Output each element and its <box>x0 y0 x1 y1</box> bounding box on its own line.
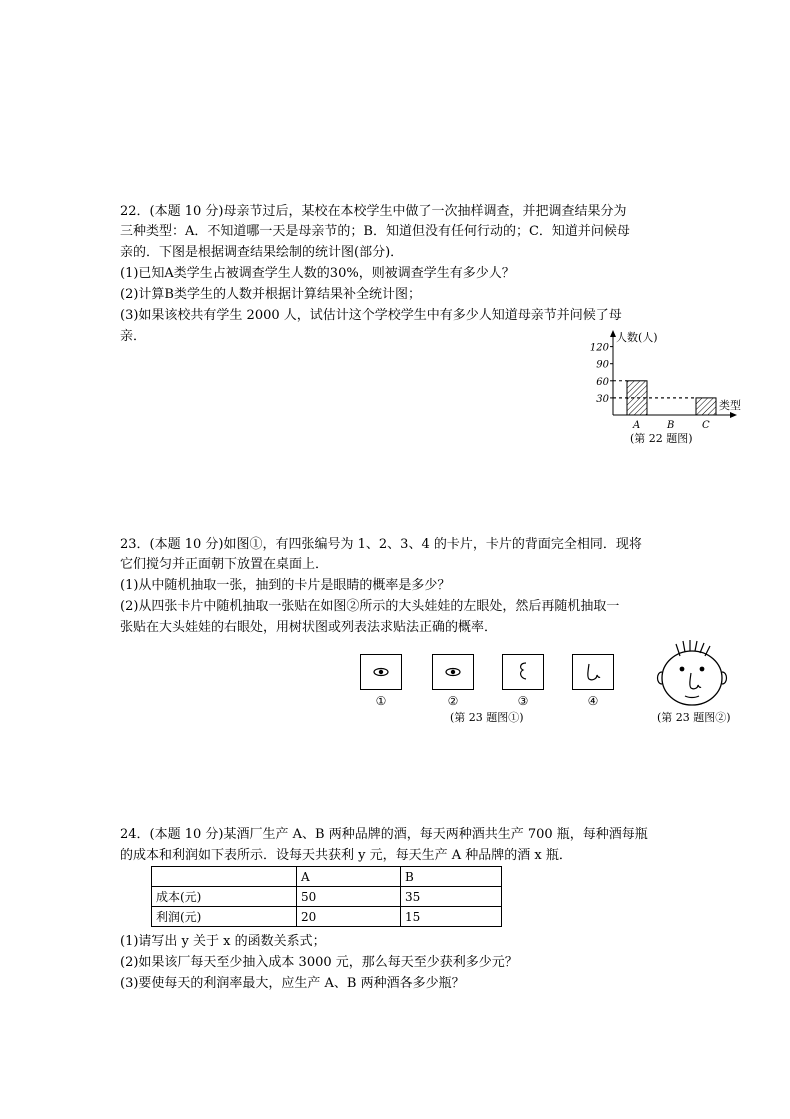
bar-C <box>696 398 716 415</box>
q24-question: (3)要使每天的利润率最大，应生产 A、B 两种酒各多少瓶？ <box>120 976 465 991</box>
nose-icon <box>573 655 613 689</box>
q24-line: 的成本和利润如下表所示．设每天共获利 y 元，每天生产 A 种品牌的酒 x 瓶． <box>120 848 572 863</box>
card-label: ① <box>375 694 387 708</box>
card-label: ④ <box>587 694 599 708</box>
q22-line: (1)已知A类学生占被调查学生人数的30%，则被调查学生有多少人？ <box>120 266 515 281</box>
table-cell: A <box>297 867 401 887</box>
eye-icon <box>433 655 473 689</box>
table-row <box>152 887 502 907</box>
table-header-row <box>152 867 502 887</box>
q22-line: 22．(本题 10 分)母亲节过后，某校在本校学生中做了一次抽样调查，并把调查结果分为 <box>120 204 627 219</box>
card-label: ③ <box>517 694 529 708</box>
q22-line: (2)计算B类学生的人数并根据计算结果补全统计图； <box>120 287 421 302</box>
x-tick-label-C: C <box>702 420 710 431</box>
q24-question: (1)请写出 y 关于 x 的函数关系式； <box>120 934 326 949</box>
q23-line: 它们搅匀并正面朝下放置在桌面上． <box>120 557 329 572</box>
q24-question: (2)如果该厂每天至少抽入成本 3000 元，那么每天至少获利多少元？ <box>120 955 518 970</box>
y-tick-label: 90 <box>596 359 609 371</box>
eye-icon <box>361 655 401 689</box>
card-label: ② <box>447 694 459 708</box>
x-tick-label-A: A <box>633 420 641 431</box>
figure2-caption: (第 23 题图②) <box>657 711 731 724</box>
table-row <box>152 907 502 927</box>
q22-line: 亲． <box>120 329 147 344</box>
q23-line: (1)从中随机抽取一张，抽到的卡片是眼睛的概率是多少？ <box>120 578 451 593</box>
table-cell: 20 <box>297 907 401 927</box>
q23-line: 张贴在大头娃娃的右眼处，用树状图或列表法求贴法正确的概率． <box>120 620 498 635</box>
y-tick-label: 120 <box>589 342 609 354</box>
table-cell: 35 <box>401 887 502 907</box>
chart-caption: (第 22 题图) <box>630 432 693 445</box>
q24-line: 24．(本题 10 分)某酒厂生产 A、B 两种品牌的酒，每天两种酒共生产 700 瓶，每种酒每瓶 <box>120 827 648 842</box>
figure1-caption: (第 23 题图①) <box>450 711 524 724</box>
table-cell: 利润(元) <box>152 907 297 927</box>
q23-line: (2)从四张卡片中随机抽取一张贴在如图②所示的大头娃娃的左眼处，然后再随机抽取一 <box>120 599 620 614</box>
x-axis-label: 类型 <box>719 399 741 412</box>
card-eye-2 <box>432 654 474 690</box>
q22-line: 亲的．下图是根据调查结果绘制的统计图(部分)． <box>120 245 404 260</box>
y-axis-label: 人数(人) <box>616 331 658 344</box>
doll-face-icon <box>652 638 732 710</box>
y-tick-label: 60 <box>596 376 609 388</box>
x-axis-arrow <box>730 412 737 418</box>
ear-icon <box>503 655 543 689</box>
card-nose <box>572 654 614 690</box>
card-ear <box>502 654 544 690</box>
x-tick-label-B: B <box>667 420 675 431</box>
table-cell: 15 <box>401 907 502 927</box>
q23-line: 23．(本题 10 分)如图①，有四张编号为 1、2、3、4 的卡片，卡片的背面完全相同．现将 <box>120 537 642 552</box>
table-cell: 50 <box>297 887 401 907</box>
q22-line: (3)如果该校共有学生 2000 人，试估计这个学校学生中有多少人知道母亲节并问候了母 <box>120 308 622 323</box>
table-cell <box>152 867 297 887</box>
card-eye-1 <box>360 654 402 690</box>
cost-profit-table <box>151 866 502 927</box>
table-cell: 成本(元) <box>152 887 297 907</box>
table-cell: B <box>401 867 502 887</box>
y-tick-label: 30 <box>596 393 609 405</box>
q22-line: 三种类型：A．不知道哪一天是母亲节的；B．知道但没有任何行动的；C．知道并问候母 <box>120 224 630 239</box>
